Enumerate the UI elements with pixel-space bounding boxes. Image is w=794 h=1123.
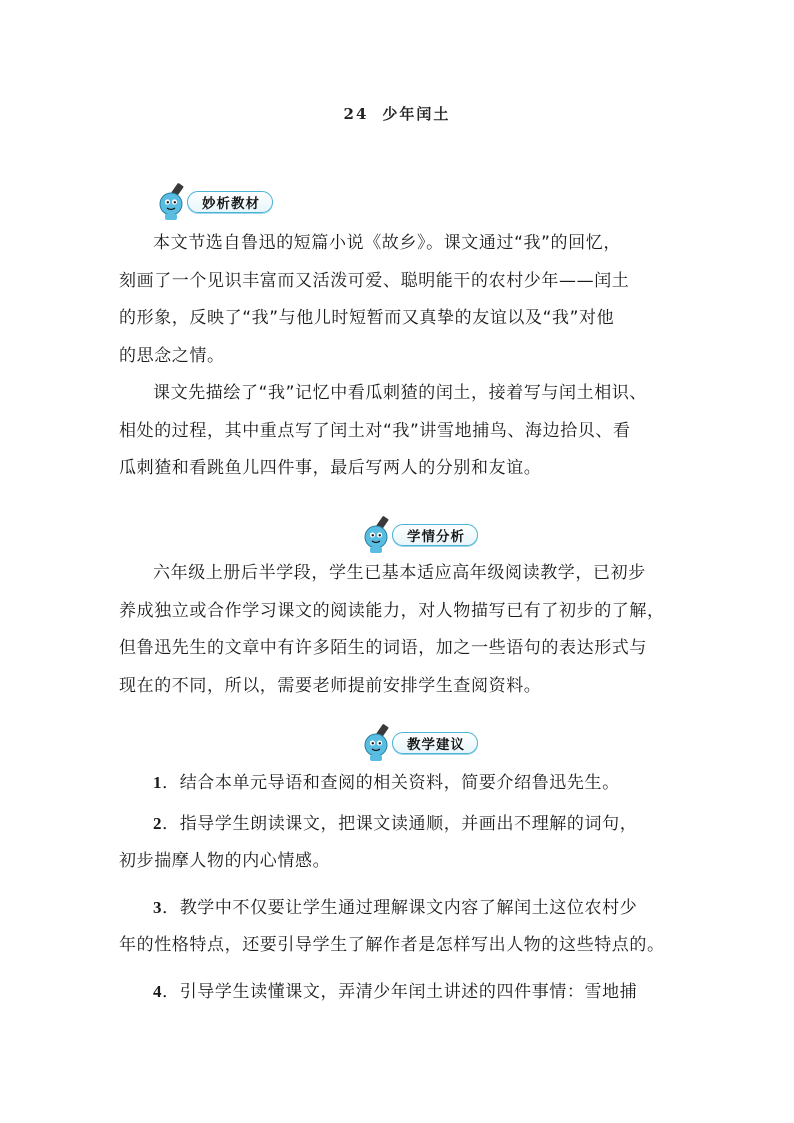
item-text: ．结合本单元导语和查阅的相关资料，简要介绍鲁迅先生。 <box>162 773 620 793</box>
section-badge: 妙析教材 <box>187 191 273 213</box>
item-number: 4 <box>153 982 163 1001</box>
text-line: 刻画了一个见识丰富而又活泼可爱、聪明能干的农村少年——闰土 <box>119 270 630 291</box>
text-line: 但鲁迅先生的文章中有许多陌生的词语，加之一些语句的表达形式与 <box>119 638 647 658</box>
item-text: ．教学中不仅要让学生通过理解课文内容了解闰土这位农村少 <box>162 898 638 918</box>
item-number: 1 <box>153 773 163 792</box>
text-line <box>119 764 679 802</box>
text-line: 初步揣摩人物的内心情感。 <box>119 850 331 871</box>
text-line: 课文先描绘了“我”记忆中看瓜刺猹的闰土，接着写与闰土相识、 <box>153 383 648 403</box>
text-line <box>119 889 679 927</box>
suggestion-item-2 <box>119 805 679 880</box>
suggestion-item-1 <box>119 764 679 802</box>
analysis-paragraph-1 <box>119 225 679 375</box>
text-line: 养成独立或合作学习课文的阅读能力，对人物描写已有了初步的了解， <box>119 600 665 621</box>
text-line: 瓜刺猹和看跳鱼儿四件事，最后写两人的分别和友谊。 <box>119 458 542 478</box>
text-line: 六年级上册后半学段，学生已基本适应高年级阅读教学，已初步 <box>153 563 646 583</box>
section-heading-suggestions <box>360 726 478 760</box>
text-line <box>119 805 679 843</box>
section-heading-students <box>360 518 478 552</box>
suggestion-item-4 <box>119 973 679 1011</box>
students-paragraph <box>119 555 679 705</box>
text-line: 本文节选自鲁迅的短篇小说《故乡》。课文通过“我”的回忆， <box>153 233 621 253</box>
pencil-mascot-icon <box>360 515 400 555</box>
pencil-mascot-icon <box>360 723 400 763</box>
analysis-paragraph-2 <box>119 375 679 488</box>
item-text: ．引导学生读懂课文，弄清少年闰土讲述的四件事情：雪地捕 <box>162 982 638 1002</box>
text-line: 年的性格特点，还要引导学生了解作者是怎样写出人物的这些特点的。 <box>119 934 665 955</box>
section-badge: 教学建议 <box>392 732 478 754</box>
item-text: ．指导学生朗读课文，把课文读通顺，并画出不理解的词句， <box>162 814 638 834</box>
lesson-title <box>0 103 794 124</box>
lesson-name: 少年闰土 <box>382 105 451 123</box>
item-number: 2 <box>153 814 163 833</box>
text-line: 的形象，反映了“我”与他儿时短暂而又真挚的友谊以及“我”对他 <box>119 308 615 328</box>
text-line: 现在的不同，所以，需要老师提前安排学生查阅资料。 <box>119 675 542 696</box>
lesson-number: 24 <box>343 105 369 123</box>
text-line: 的思念之情。 <box>119 345 225 366</box>
section-badge: 学情分析 <box>392 524 478 546</box>
section-heading-analysis <box>155 185 273 219</box>
item-number: 3 <box>153 898 163 917</box>
text-line: 相处的过程，其中重点写了闰土对“我”讲雪地捕鸟、海边拾贝、看 <box>119 420 631 441</box>
text-line <box>119 973 679 1011</box>
suggestion-item-3 <box>119 889 679 964</box>
pencil-mascot-icon <box>155 182 195 222</box>
